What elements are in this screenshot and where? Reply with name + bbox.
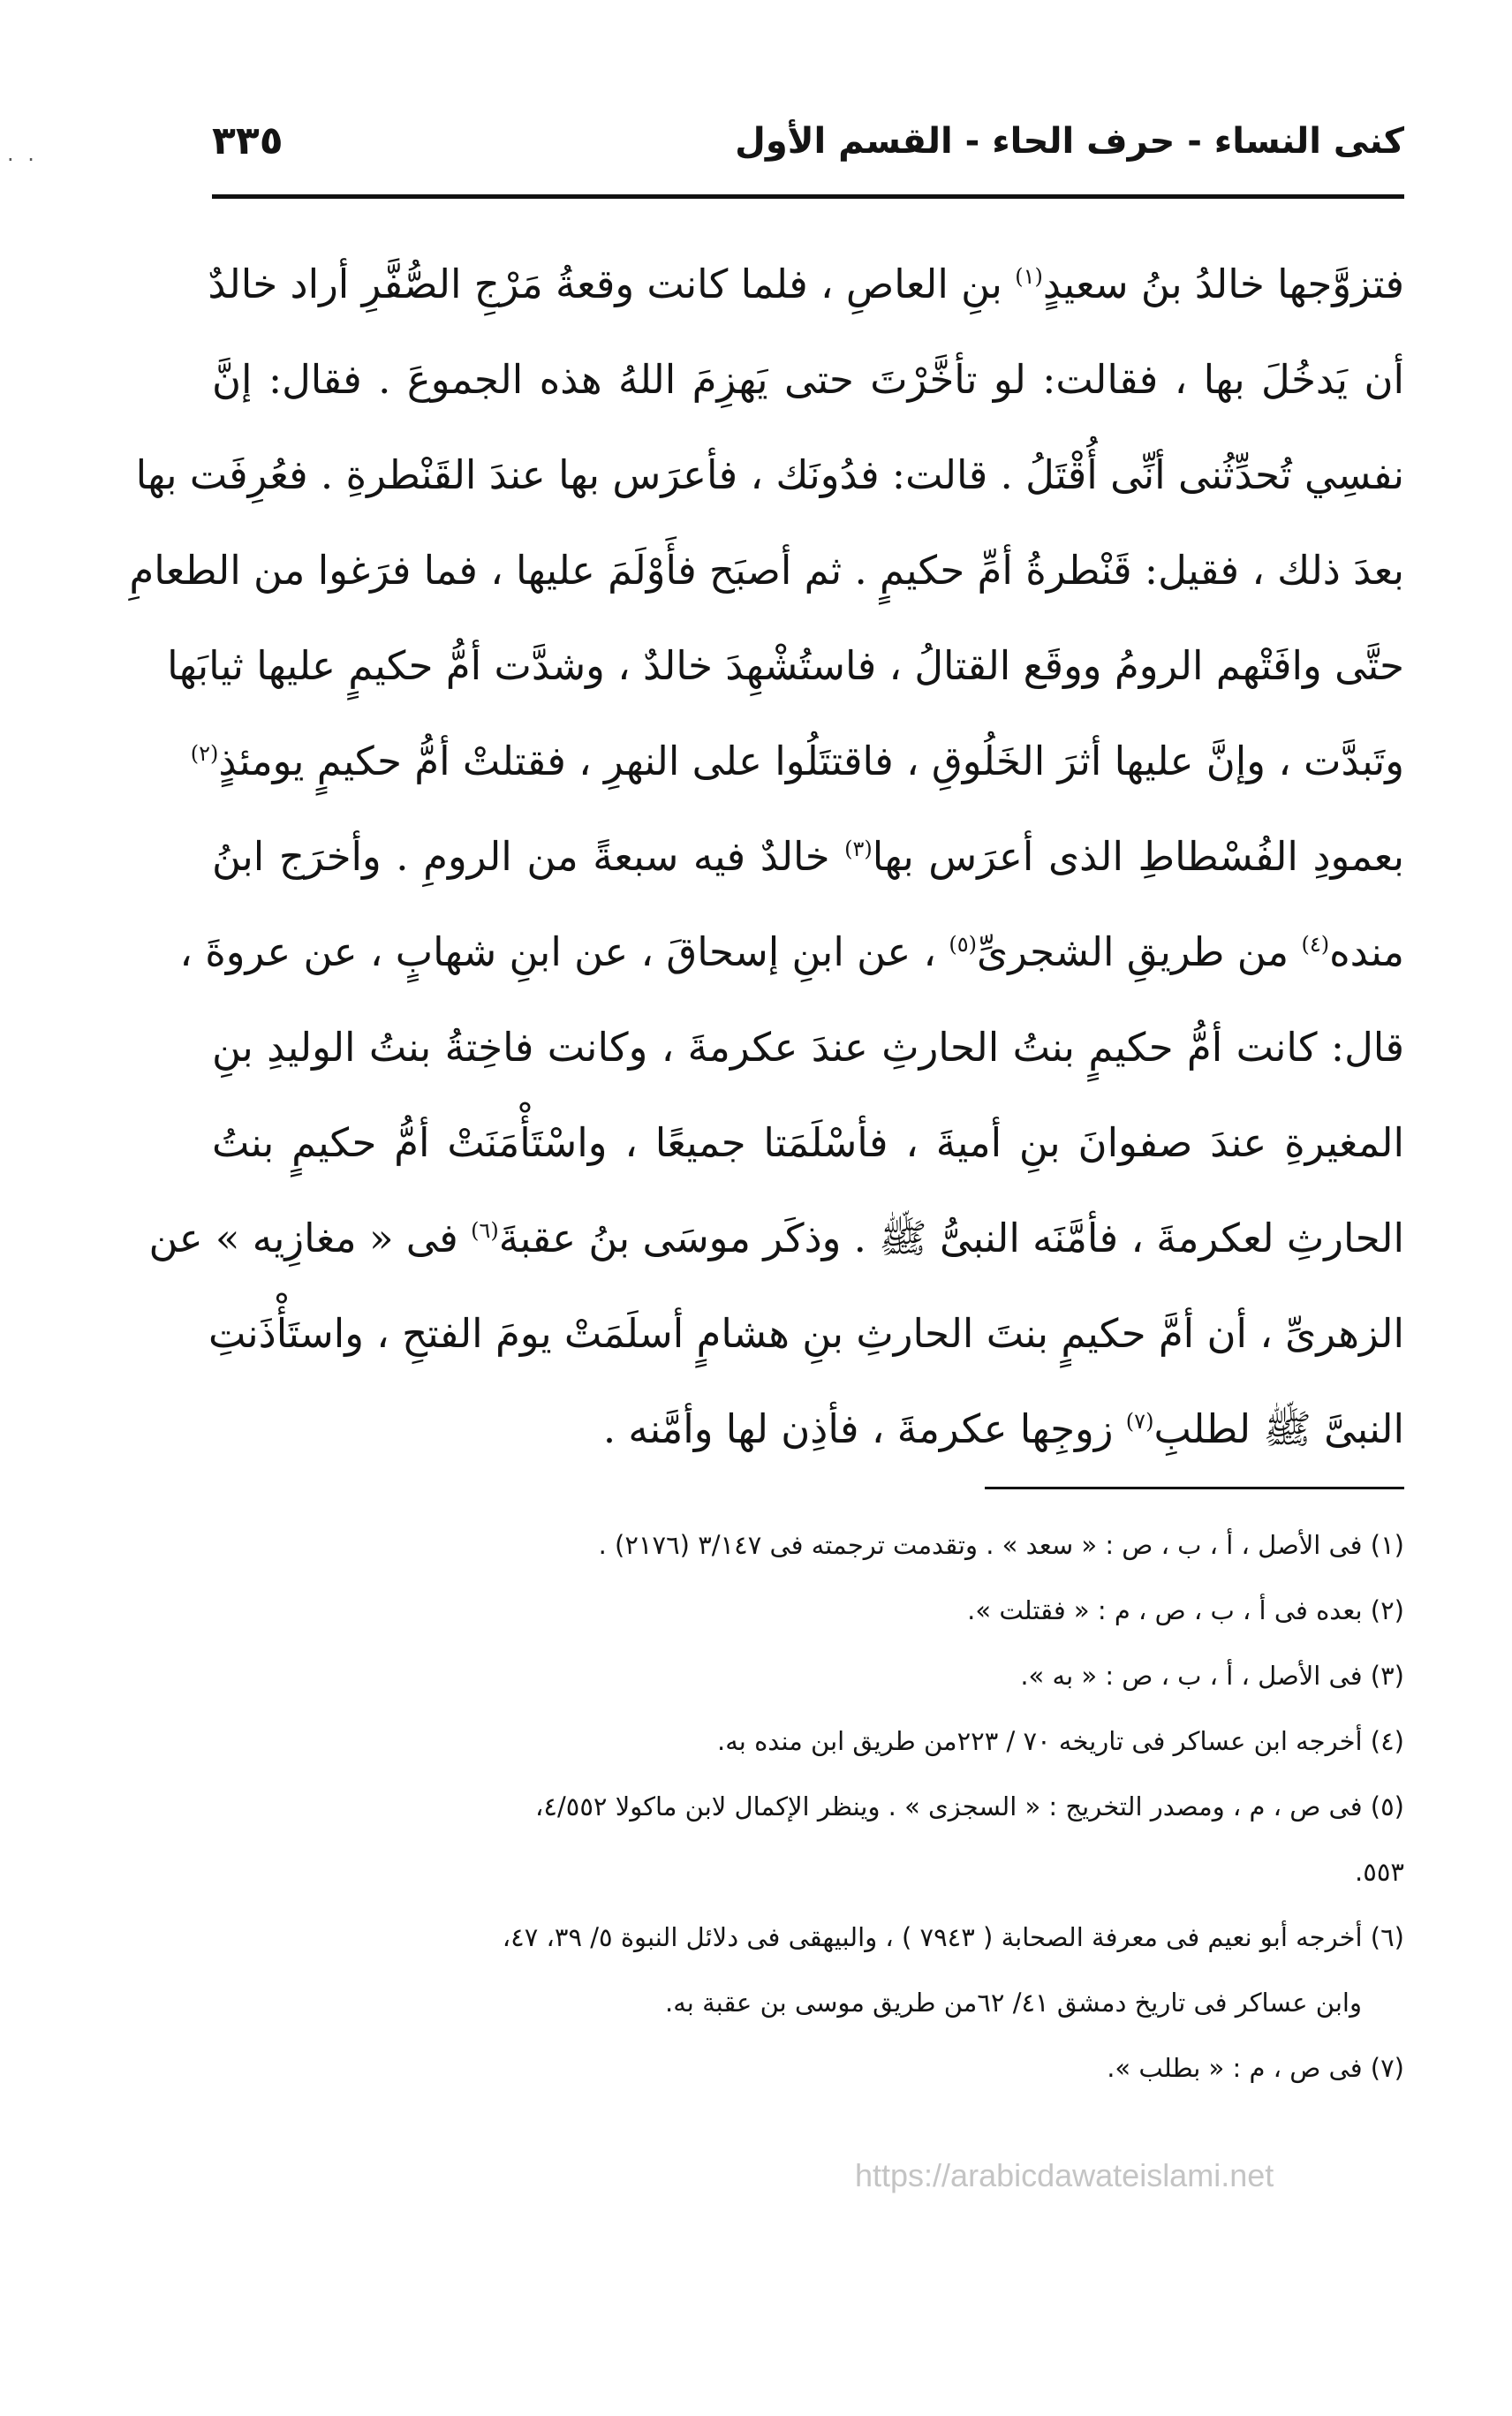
footnote: (١) فى الأصل ، أ ، ب ، ص : « سعد » . وتقدمت ترجمته فى ٣/١٤٧ (٢١٧٦) . — [598, 1530, 1404, 1560]
text-line — [148, 1191, 1404, 1286]
text-segment: حتَّى وافَتْهم الرومُ ووقَع القتالُ ، فاستُشْهِدَ خالدٌ ، وشدَّت أمُّ حكيمٍ عليها ثيابَها — [167, 642, 1404, 689]
text-segment: فى « مغازِيه » عن — [148, 1215, 472, 1261]
text-segment: فتزوَّجها خالدُ بنُ سعيدٍ — [1042, 261, 1404, 307]
footnote-ref: (٢) — [190, 741, 219, 766]
main-text — [129, 237, 1404, 1477]
footnote-continuation: ٥٥٣. — [1355, 1857, 1404, 1887]
footnote: (٧) فى ص ، م : « بطلب ». — [1107, 2053, 1404, 2083]
footnote: (٦) أخرجه أبو نعيم فى معرفة الصحابة ( ٧٩٤٣ ) ، والبيهقى فى دلائل النبوة ٥/ ٣٩، ٤٧، — [502, 1922, 1404, 1952]
text-segment: ، عن ابنِ إسحاقَ ، عن ابنِ شهابٍ ، عن عروةَ ، — [179, 928, 949, 975]
footnote: (٤) أخرجه ابن عساكر فى تاريخه ٧٠ / ٢٢٣من طريق ابن منده به. — [717, 1726, 1404, 1756]
footnote-rule — [985, 1487, 1404, 1489]
text-segment: قال: كانت أمُّ حكيمٍ بنتُ الحارثِ عندَ عكرمةَ ، وكانت فاخِتةُ بنتُ الوليدِ بنِ — [212, 1024, 1404, 1071]
running-title: كنى النساء - حرف الحاء - القسم الأول — [735, 121, 1404, 162]
text-segment: من طريقِ الشجرىِّ — [977, 928, 1302, 975]
text-line — [135, 428, 1404, 523]
text-line — [212, 1382, 1404, 1477]
text-segment: زوجِها عكرمةَ ، فأذِن لها وأمَّنه . — [602, 1405, 1126, 1452]
text-segment: وتَبدَّت ، وإنَّ عليها أثرَ الخَلُوقِ ، فاقتتَلُوا على النهرِ ، فقتلتْ أمُّ حكيمٍ يومئذٍ — [218, 738, 1404, 784]
text-line — [208, 1286, 1404, 1382]
text-line — [212, 1000, 1404, 1095]
footnote-continuation: وابن عساكر فى تاريخ دمشق ٤١/ ٦٢من طريق موسى بن عقبة به. — [665, 1988, 1362, 2018]
footnote-ref: (٧) — [1125, 1409, 1154, 1434]
footnote-ref: (٣) — [844, 837, 873, 861]
text-line — [179, 905, 1404, 1000]
footnote: (٣) فى الأصل ، أ ، ب ، ص : « به ». — [1020, 1661, 1404, 1691]
text-line — [212, 1095, 1404, 1191]
text-line — [190, 714, 1404, 809]
text-line — [167, 618, 1404, 714]
text-segment: النبىَّ ﷺ لطلبِ — [1153, 1405, 1404, 1452]
footnotes — [212, 1512, 1404, 2101]
text-line — [129, 523, 1404, 618]
watermark-url: https://arabicdawateislami.net — [855, 2157, 1274, 2193]
footnote: (٥) فى ص ، م ، ومصدر التخريج : « السجزى » . وينظر الإكمال لابن ماكولا ٤/٥٥٢، — [535, 1791, 1404, 1821]
text-segment: نفسِي تُحدِّثُنى أنِّى أُقْتَلُ . قالت: فدُونَك ، فأعرَس بها عندَ القَنْطرةِ . فعُرِفَت بها — [135, 451, 1404, 498]
header-rule — [212, 194, 1404, 199]
footnote-ref: (١) — [1015, 264, 1043, 289]
page-header — [212, 115, 1404, 186]
page-number: ٣٣٥ — [212, 118, 284, 163]
text-segment: خالدٌ فيه سبعةً من الرومِ . وأخرَج ابنُ — [212, 833, 845, 880]
footnote-ref: (٦) — [471, 1218, 499, 1243]
text-line — [208, 237, 1404, 332]
text-line — [212, 332, 1404, 428]
text-segment: بعمودِ الفُسْطاطِ الذى أعرَس بها — [872, 833, 1404, 880]
text-segment: الزهرىِّ ، أن أمَّ حكيمٍ بنتَ الحارثِ بنِ هشامٍ أسلَمَتْ يومَ الفتحِ ، واستَأْذَنتِ — [208, 1310, 1404, 1357]
footnote-ref: (٥) — [949, 932, 978, 957]
margin-dots: . . — [7, 141, 38, 166]
text-segment: الحارثِ لعكرمةَ ، فأمَّنَه النبىُّ ﷺ . وذكَر موسَى بنُ عقبةَ — [498, 1215, 1404, 1261]
text-segment: المغيرةِ عندَ صفوانَ بنِ أميةَ ، فأسْلَمَتا جميعًا ، واسْتَأْمَنَتْ أمُّ حكيمٍ بنتُ — [212, 1119, 1404, 1166]
text-segment: منده — [1329, 928, 1404, 975]
text-line — [212, 809, 1404, 905]
text-segment: بنِ العاصِ ، فلما كانت وقعةُ مَرْجِ الصُّفَّرِ أراد خالدٌ — [208, 261, 1016, 307]
footnote-ref: (٤) — [1301, 932, 1330, 957]
text-segment: بعدَ ذلك ، فقيل: قَنْطرةُ أمِّ حكيمٍ . ثم أصبَح فأَوْلَمَ عليها ، فما فرَغوا من الطعامِ — [129, 547, 1404, 594]
text-segment: أن يَدخُلَ بها ، فقالت: لو تأخَّرْتَ حتى يَهزِمَ اللهُ هذه الجموعَ . فقال: إنَّ — [212, 356, 1404, 403]
footnote: (٢) بعده فى أ ، ب ، ص ، م : « فقتلت ». — [967, 1595, 1404, 1625]
